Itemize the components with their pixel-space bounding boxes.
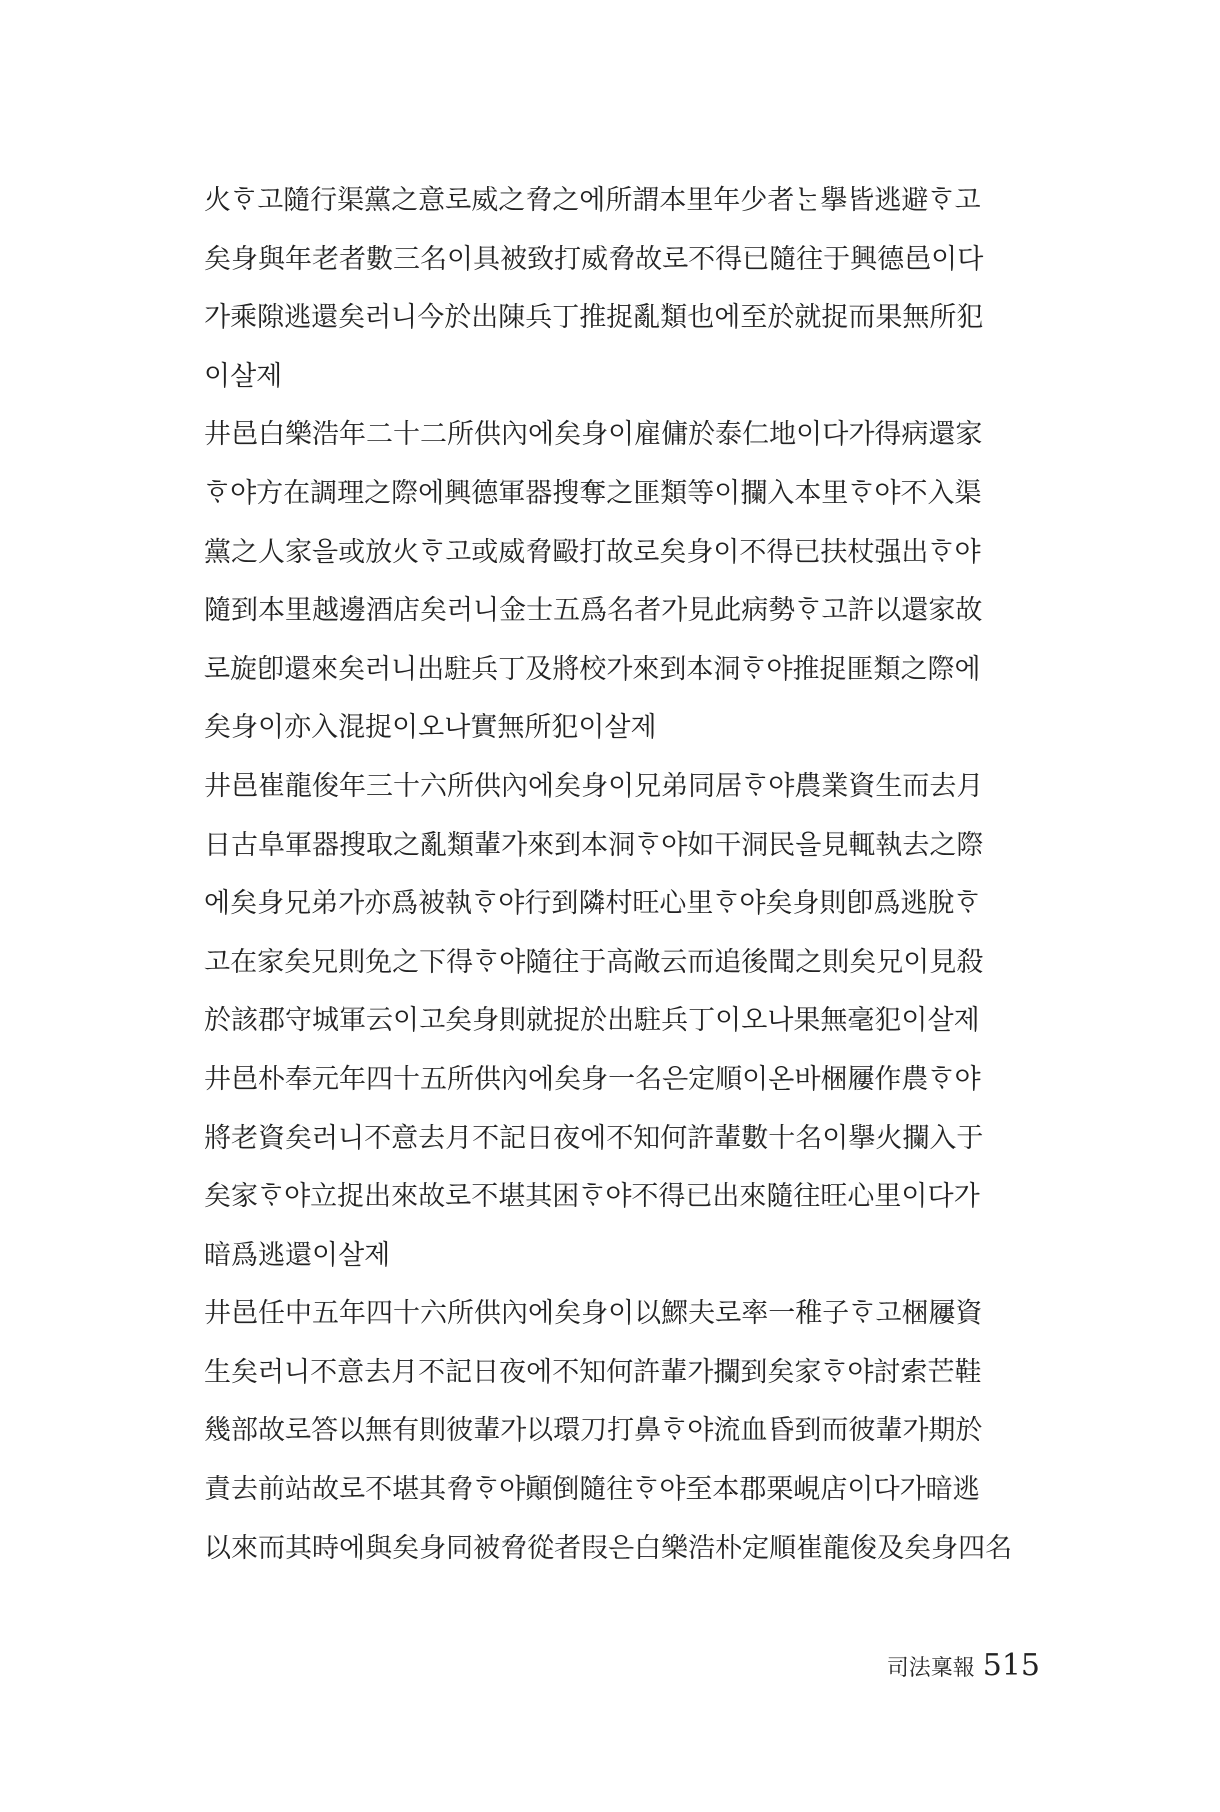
text-line-9: 로旋卽還來矣러니出駐兵丁及將校가來到本洞ᄒᆞ야推捉匪類之際에 xyxy=(204,653,981,685)
body-text xyxy=(204,172,1044,1578)
page-number: 515 xyxy=(982,1648,1040,1683)
text-line-13: 에矣身兄弟가亦爲被執ᄒᆞ야行到隣村旺心里ᄒᆞ야矣身則卽爲逃脫ᄒᆞ xyxy=(204,888,981,920)
text-line-5: 井邑白樂浩年二十二所供內에矣身이雇傭於泰仁地이다가得病還家 xyxy=(204,419,983,451)
running-title: 司法稟報 xyxy=(886,1656,975,1681)
text-line-15: 於該郡守城軍云이고矣身則就捉於出駐兵丁이오나果無毫犯이살제 xyxy=(204,1005,980,1037)
page-footer xyxy=(887,1648,1040,1683)
text-line-23: 責去前站故로不堪其脅ᄒᆞ야顚倒隨往ᄒᆞ야至本郡栗峴店이다가暗逃 xyxy=(204,1474,980,1506)
text-line-21: 生矣러니不意去月不記日夜에不知何許輩가攔到矣家ᄒᆞ야討索芒鞋 xyxy=(204,1356,982,1388)
text-line-1: 火ᄒᆞ고隨行渠黨之意로威之脅之에所謂本里年少者ᄂᆞᆫ擧皆逃避ᄒᆞ고 xyxy=(204,185,981,216)
text-line-12: 日古阜軍器搜取之亂類輩가來到本洞ᄒᆞ야如干洞民을見輒執去之際 xyxy=(204,829,984,861)
text-line-2: 矣身與年老者數三名이具被致打威脅故로不得已隨往于興德邑이다 xyxy=(204,243,984,275)
text-line-19: 暗爲逃還이살제 xyxy=(204,1239,391,1271)
text-line-6: ᄒᆞ야方在調理之際에興德軍器搜奪之匪類等이攔入本里ᄒᆞ야不入渠 xyxy=(204,477,982,509)
text-line-16: 井邑朴奉元年四十五所供內에矣身一名은定順이온바梱屨作農ᄒᆞ야 xyxy=(204,1063,981,1095)
text-line-11: 井邑崔龍俊年三十六所供內에矣身이兄弟同居ᄒᆞ야農業資生而去月 xyxy=(204,770,984,802)
text-line-7: 黨之人家을或放火ᄒᆞ고或威脅毆打故로矣身이不得已扶杖强出ᄒᆞ야 xyxy=(204,536,981,568)
text-line-17: 將老資矣러니不意去月不記日夜에不知何許輩數十名이擧火攔入于 xyxy=(204,1122,984,1154)
text-line-22: 幾部故로答以無有則彼輩가以環刀打鼻ᄒᆞ야流血昏到而彼輩가期於 xyxy=(204,1415,983,1447)
text-line-20: 井邑任中五年四十六所供內에矣身이以鰥夫로率一稚子ᄒᆞ고梱屨資 xyxy=(204,1298,983,1330)
text-line-14: 고在家矣兄則免之下得ᄒᆞ야隨往于高敞云而追後聞之則矣兄이見殺 xyxy=(204,946,984,978)
text-line-18: 矣家ᄒᆞ야立捉出來故로不堪其困ᄒᆞ야不得已出來隨往旺心里이다가 xyxy=(204,1181,980,1213)
text-line-24: 以來而其時에與矣身同被脅從者叚은白樂浩朴定順崔龍俊及矣身四名 xyxy=(204,1532,1013,1564)
text-line-3: 가乘隙逃還矣러니今於出陳兵丁推捉亂類也에至於就捉而果無所犯 xyxy=(204,302,984,334)
text-line-4: 이살제 xyxy=(204,360,283,392)
text-line-10: 矣身이亦入混捉이오나實無所犯이살제 xyxy=(204,712,657,744)
text-line-8: 隨到本里越邊酒店矣러니金士五爲名者가見此病勢ᄒᆞ고許以還家故 xyxy=(204,595,983,627)
